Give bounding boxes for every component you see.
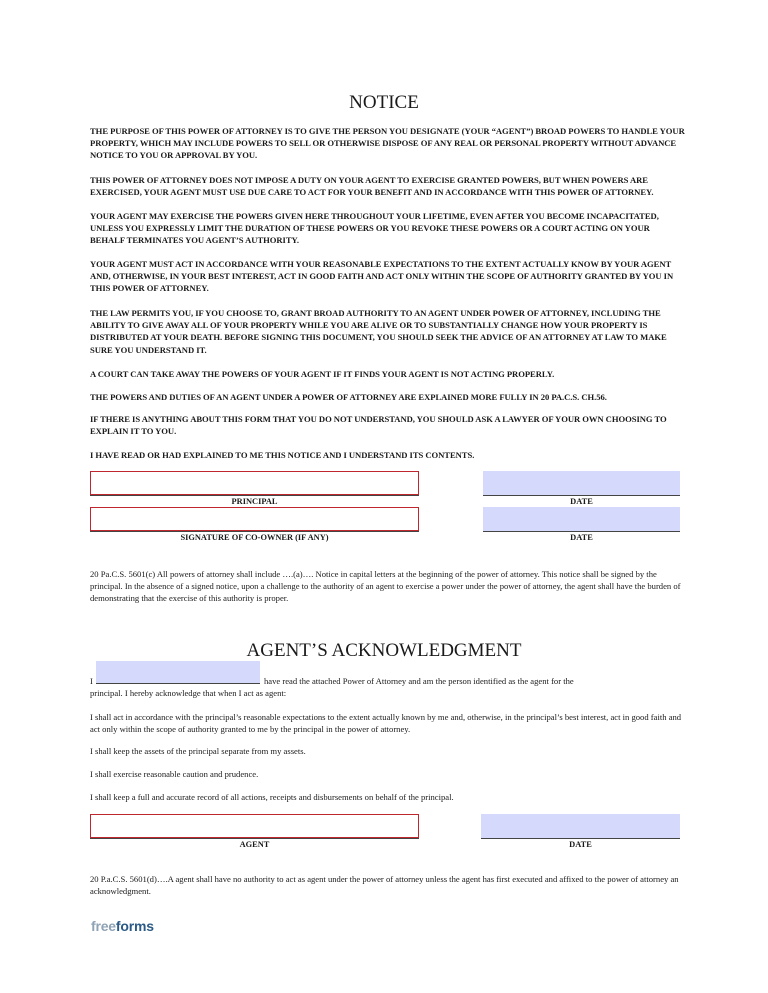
principal-date-field[interactable] <box>483 471 680 495</box>
notice-paragraph-5: THE LAW PERMITS YOU, IF YOU CHOOSE TO, GRANT BROAD AUTHORITY TO AN AGENT UNDER POWER OF ATTORNEY, INCLUDING THE ABILITY TO GIVE AWAY ALL OF YOUR PROPERTY WHILE YOU ARE ALIVE OR TO SUBSTANTIALLY CHANGE HOW YOUR PROPERTY IS DISTRIBUTED AT YOUR DEATH. BEFORE SIGNING THIS DOCUMENT, YOU SHOULD SEEK THE ADVICE OF AN ATTORNEY AT LAW TO MAKE SURE YOU UNDERSTAND IT. <box>90 308 667 355</box>
coowner-date-label: DATE <box>570 533 593 542</box>
ack-intro-prefix: I <box>90 676 93 686</box>
principal-date-label: DATE <box>570 497 593 506</box>
ack-paragraph-4: I shall keep a full and accurate record of all actions, receipts and disbursements on behalf of the principal. <box>90 792 454 802</box>
notice-title: NOTICE <box>349 92 419 113</box>
ack-paragraph-2: I shall keep the assets of the principal separate from my assets. <box>90 746 306 756</box>
agent-signature-line <box>90 838 419 839</box>
agent-label: AGENT <box>239 840 270 849</box>
ack-intro-line2: principal. I hereby acknowledge that when I act as agent: <box>90 688 287 698</box>
ack-paragraph-3: I shall exercise reasonable caution and prudence. <box>90 769 259 779</box>
logo-forms-text: forms <box>115 918 154 934</box>
notice-paragraph-9: I HAVE READ OR HAD EXPLAINED TO ME THIS NOTICE AND I UNDERSTAND ITS CONTENTS. <box>90 450 475 460</box>
ack-statute: 20 P.a.C.S. 5601(d)….A agent shall have no authority to act as agent under the power of attorney unless the agent has first executed and affixed to the power of attorney an acknowledgment. <box>90 874 679 897</box>
notice-paragraph-1: THE PURPOSE OF THIS POWER OF ATTORNEY IS TO GIVE THE PERSON YOU DESIGNATE (YOUR “AGENT”) BROAD POWERS TO HANDLE YOUR PROPERTY, WHICH MAY INCLUDE POWERS TO SELL OR OTHERWISE DISPOSE OF ANY REAL OR PERSONAL PROPERTY WITHOUT ADVANCE NOTICE TO YOU OR APPROVAL BY YOU. <box>90 126 685 161</box>
agent-date-label: DATE <box>569 840 592 849</box>
coowner-date-field[interactable] <box>483 507 680 531</box>
agent-name-line <box>96 683 260 684</box>
agent-name-field[interactable] <box>96 661 260 683</box>
notice-paragraph-3: YOUR AGENT MAY EXERCISE THE POWERS GIVEN HERE THROUGHOUT YOUR LIFETIME, EVEN AFTER YOU BECOME INCAPACITATED, UNLESS YOU EXPRESSLY LIMIT THE DURATION OF THESE POWERS OR YOU REVOKE THESE POWERS OR A COURT ACTING ON YOUR BEHALF TERMINATES YOU AGENT’S AUTHORITY. <box>90 211 659 246</box>
agent-date-line <box>481 838 680 839</box>
principal-signature-line <box>90 495 419 496</box>
logo-free-text: free <box>91 918 116 934</box>
coowner-signature-field[interactable] <box>90 507 419 531</box>
ack-intro-suffix: have read the attached Power of Attorney and am the person identified as the agent for the <box>264 676 574 686</box>
notice-statute: 20 Pa.C.S. 5601(c) All powers of attorney shall include ….(a)…. Notice in capital letters at the beginning of the power of attorney. This notice shall be signed by the principal. In the absence of a signed notice, upon a challenge to the authority of an agent to exercise a power under the power of attorney, the agent shall have the burden of demonstrating that the exercise of this authority is proper. <box>90 569 681 604</box>
ack-paragraph-1: I shall act in accordance with the principal’s reasonable expectations to the extent actually known by me and, otherwise, in the principal’s best interest, act in good faith and act only within the scope of authority granted to me by the principal in the power of attorney. <box>90 712 682 735</box>
coowner-date-line <box>483 531 680 532</box>
freeforms-logo <box>91 918 154 934</box>
notice-paragraph-2: THIS POWER OF ATTORNEY DOES NOT IMPOSE A DUTY ON YOUR AGENT TO EXERCISE GRANTED POWERS, BUT WHEN POWERS ARE EXERCISED, YOUR AGENT MUST USE DUE CARE TO ACT FOR YOUR BENEFIT AND IN ACCORDANCE WITH THIS POWER OF ATTORNEY. <box>90 175 654 198</box>
agent-date-field[interactable] <box>481 814 680 838</box>
agent-signature-field[interactable] <box>90 814 419 838</box>
principal-date-line <box>483 495 680 496</box>
principal-label: PRINCIPAL <box>231 497 278 506</box>
ack-title: AGENT’S ACKNOWLEDGMENT <box>246 640 522 661</box>
coowner-label: SIGNATURE OF CO-OWNER (IF ANY) <box>180 533 329 542</box>
notice-paragraph-7: THE POWERS AND DUTIES OF AN AGENT UNDER A POWER OF ATTORNEY ARE EXPLAINED MORE FULLY IN 20 PA.C.S. CH.56. <box>90 392 607 402</box>
notice-paragraph-6: A COURT CAN TAKE AWAY THE POWERS OF YOUR AGENT IF IT FINDS YOUR AGENT IS NOT ACTING PROPERLY. <box>90 369 555 379</box>
coowner-signature-line <box>90 531 419 532</box>
notice-paragraph-8: IF THERE IS ANYTHING ABOUT THIS FORM THAT YOU DO NOT UNDERSTAND, YOU SHOULD ASK A LAWYER OF YOUR OWN CHOOSING TO EXPLAIN IT TO YOU. <box>90 414 667 437</box>
notice-paragraph-4: YOUR AGENT MUST ACT IN ACCORDANCE WITH YOUR REASONABLE EXPECTATIONS TO THE EXTENT ACTUALLY KNOW BY YOUR AGENT AND, OTHERWISE, IN YOUR BEST INTEREST, ACT IN GOOD FAITH AND ACT ONLY WITHIN THE SCOPE OF AUTHORITY GRANTED BY YOU IN THIS POWER OF ATTORNEY. <box>90 259 674 294</box>
principal-signature-field[interactable] <box>90 471 419 495</box>
